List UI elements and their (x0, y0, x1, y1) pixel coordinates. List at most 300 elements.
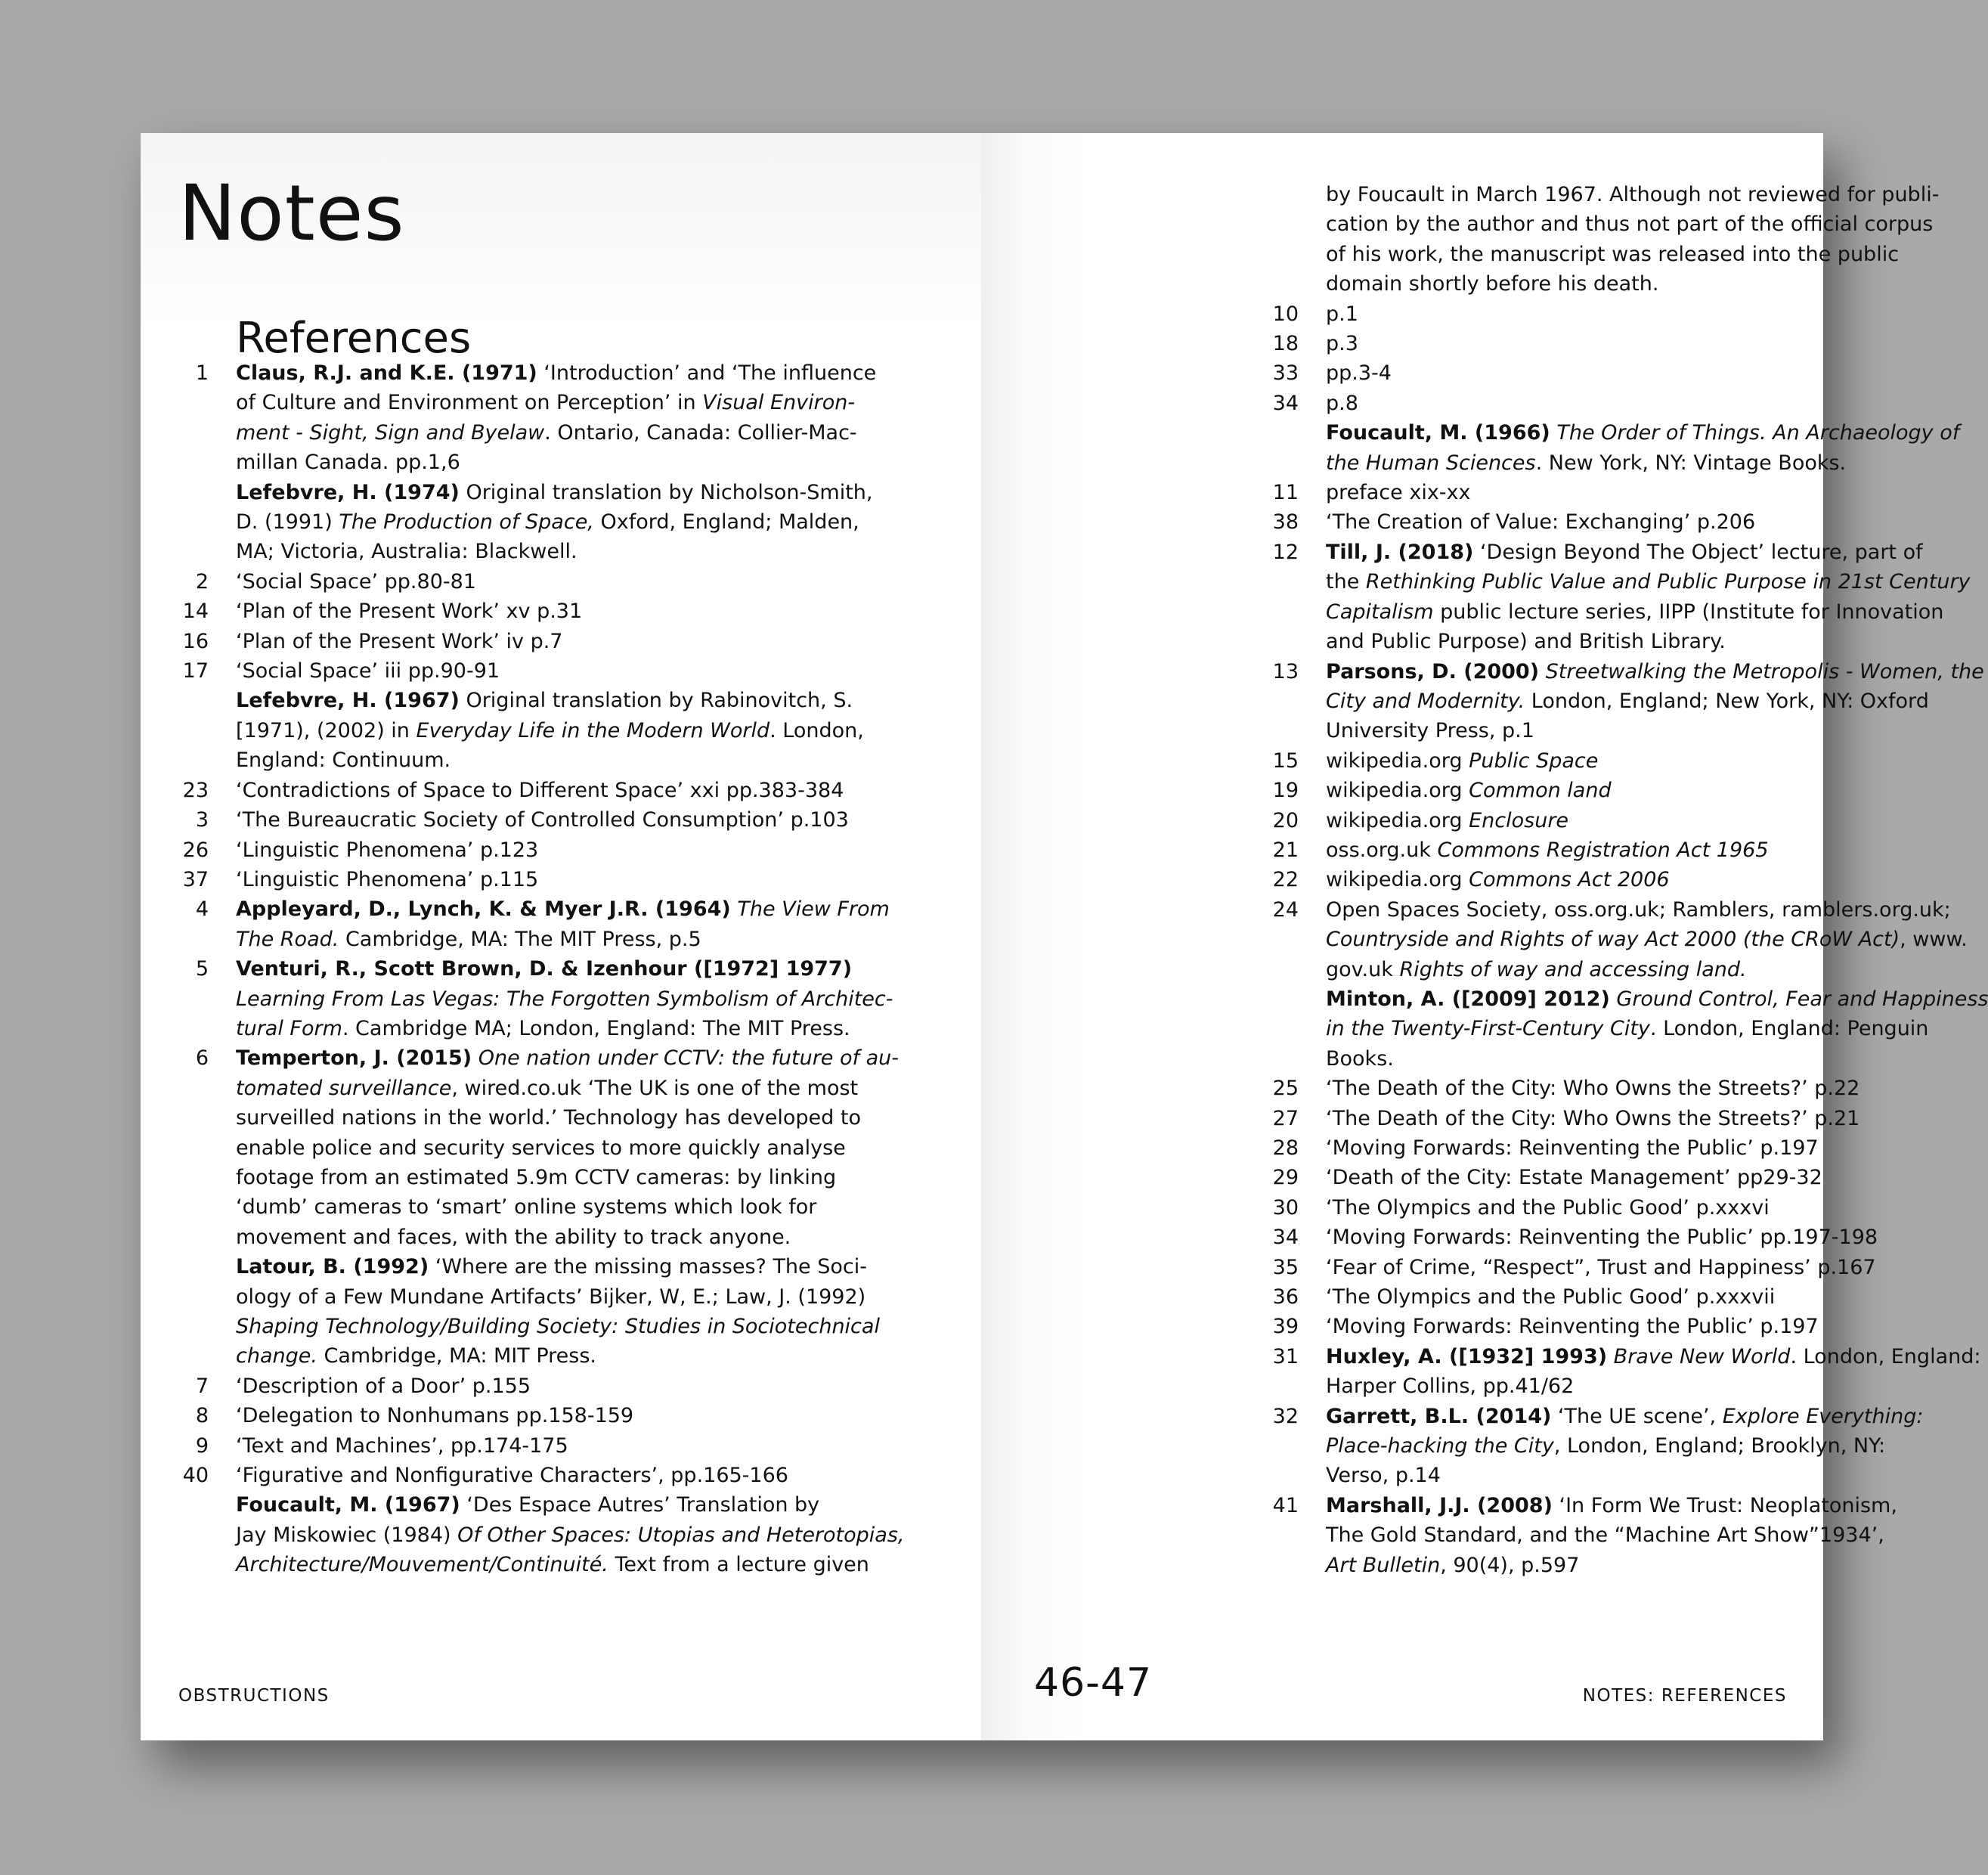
note-number: 27 (1272, 1106, 1299, 1130)
note-entry (981, 538, 1971, 657)
text-run: ‘Where are the missing masses? The Soci- (429, 1255, 867, 1279)
note-text (1326, 1223, 1931, 1252)
note-text (1326, 1193, 1931, 1223)
note-line (236, 1282, 866, 1312)
note-line (1326, 1193, 1931, 1223)
note-line (1326, 240, 1931, 269)
note-entry (141, 894, 972, 954)
note-line (1326, 1551, 1931, 1580)
note-line (236, 567, 841, 597)
note-text (1326, 180, 1940, 299)
text-run: , www. (1900, 928, 1968, 952)
note-line (1326, 657, 1984, 686)
text-run: . London, England: (1790, 1344, 1981, 1368)
note-line (236, 418, 857, 448)
note-text (236, 835, 841, 865)
text-run: enable police and security services to more quickly analyse (236, 1136, 846, 1160)
note-text (1326, 1074, 1931, 1103)
note-number: 36 (1272, 1285, 1299, 1309)
note-number: 32 (1272, 1404, 1299, 1428)
note-line (236, 716, 864, 745)
note-number: 31 (1272, 1344, 1299, 1368)
note-line (236, 1401, 841, 1430)
note-line (1326, 269, 1931, 299)
text-run: Huxley, A. ([1932] 1993) (1326, 1344, 1608, 1368)
text-run: England: Continuum. (236, 748, 451, 773)
text-run: of his work, the manuscript was released into the public (1326, 242, 1900, 266)
note-entry (141, 597, 972, 626)
note-line (1326, 1044, 1931, 1074)
note-entry (141, 776, 972, 805)
note-text (236, 597, 841, 626)
text-run: Place-hacking the City (1326, 1434, 1554, 1458)
note-number (141, 686, 236, 775)
note-line (1326, 329, 1931, 358)
note-number: 5 (195, 957, 209, 981)
text-run: ‘Plan of the Present Work’ xv p.31 (236, 600, 583, 624)
text-run: Cambridge, MA: The MIT Press, p.5 (339, 927, 701, 951)
text-run: millan Canada. pp.1,6 (236, 451, 460, 475)
note-entry (141, 1252, 972, 1371)
text-run: p.3 (1326, 332, 1358, 356)
note-line (236, 537, 841, 566)
text-run: in the Twenty-First-Century City (1326, 1017, 1650, 1041)
text-run: ‘Fear of Crime, “Respect”, Trust and Happiness’ p.167 (1326, 1255, 1876, 1279)
note-text (1326, 1312, 1931, 1341)
note-text (1326, 389, 1931, 418)
note-line (236, 1252, 867, 1282)
text-run: pp.3-4 (1326, 361, 1392, 386)
note-number: 34 (1272, 1226, 1299, 1250)
text-run: Marshall, J.J. (2008) (1326, 1493, 1553, 1517)
book-spread (141, 133, 1988, 1740)
note-number: 29 (1272, 1166, 1299, 1190)
note-entry (981, 1342, 1981, 1402)
note-entry (141, 865, 972, 894)
note-text (1326, 1133, 1931, 1163)
note-text (1326, 1402, 1931, 1491)
note-line (1326, 955, 1931, 984)
text-run: Capitalism (1326, 600, 1434, 624)
note-line (236, 1014, 850, 1043)
note-text (236, 865, 841, 894)
left-notes-list (141, 358, 972, 1580)
note-number: 17 (182, 659, 209, 683)
text-run: Temperton, J. (2015) (236, 1046, 472, 1071)
note-line (1326, 895, 1951, 925)
note-number: 19 (1272, 779, 1299, 803)
text-run: ‘The Bureaucratic Society of Controlled Consumption’ p.103 (236, 808, 849, 832)
text-run: Original translation by Nicholson-Smith, (459, 480, 873, 504)
note-number: 18 (1272, 332, 1299, 356)
text-run: cation by the author and thus not part of the official corpus (1326, 212, 1934, 237)
note-line (1326, 984, 1988, 1014)
text-run: Lefebvre, H. (1974) (236, 480, 460, 504)
note-entry (141, 1461, 972, 1490)
note-line (1326, 389, 1931, 418)
text-run (1607, 1345, 1614, 1368)
note-number: 23 (182, 778, 209, 802)
right-notes-list (981, 180, 1988, 1580)
note-number: 26 (182, 838, 209, 862)
text-run: ‘The UE scene’, (1551, 1404, 1723, 1428)
text-run: Rights of way and accessing land. (1399, 957, 1747, 981)
note-line (236, 1490, 841, 1520)
text-run: ‘dumb’ cameras to ‘smart’ online systems which look for (236, 1195, 817, 1220)
note-line (1326, 746, 1931, 776)
note-number: 35 (1272, 1255, 1299, 1279)
text-run: ‘Social Space’ pp.80-81 (236, 569, 476, 593)
text-run: . London, England: Penguin (1649, 1017, 1929, 1041)
note-line (1326, 806, 1931, 835)
note-line (236, 478, 873, 507)
text-run: ‘Contradictions of Space to Different Space’ xxi pp.383-384 (236, 778, 844, 802)
text-run: ‘Des Espace Autres’ Translation by (460, 1493, 820, 1517)
text-run: Countryside and Rights of way Act 2000 (the CRoW Act) (1326, 928, 1900, 952)
text-run: ‘The Death of the City: Who Owns the Streets?’ p.21 (1326, 1106, 1860, 1130)
note-entry (981, 507, 1813, 537)
text-run: Appleyard, D., Lynch, K. & Myer J.R. (1964) (236, 897, 731, 922)
text-run: wikipedia.org (1326, 808, 1469, 832)
note-text (236, 567, 841, 597)
text-run: of Culture and Environment on Perception’ in (236, 391, 703, 415)
text-run: , London, England; Brooklyn, NY: (1553, 1434, 1886, 1458)
text-run: surveilled nations in the world.’ Technology has developed to (236, 1106, 861, 1130)
note-line (236, 1133, 846, 1163)
text-run: University Press, p.1 (1326, 719, 1534, 743)
note-entry (981, 1223, 1878, 1252)
text-run: The Gold Standard, and the “Machine Art Show”1934’, (1326, 1523, 1884, 1548)
note-line (1326, 1253, 1931, 1282)
note-entry (141, 358, 972, 478)
note-number (141, 1490, 236, 1579)
note-line (1326, 716, 1931, 745)
note-number (981, 984, 1326, 1074)
note-line (236, 597, 841, 626)
note-entry (141, 686, 972, 775)
text-run: Parsons, D. (2000) (1326, 659, 1540, 683)
note-line (1326, 1342, 1981, 1371)
text-run: ‘Introduction’ and ‘The influence (537, 361, 877, 385)
note-entry (141, 1371, 972, 1401)
note-entry (141, 835, 972, 865)
note-entry (141, 567, 972, 597)
note-line (236, 1312, 880, 1341)
note-text (1326, 806, 1931, 835)
note-text (236, 1461, 841, 1490)
note-text (236, 656, 841, 686)
note-entry (981, 895, 1968, 984)
note-line (1326, 1312, 1931, 1341)
note-text (236, 1490, 905, 1579)
note-line (236, 1043, 900, 1073)
text-run: movement and faces, with the ability to track anyone. (236, 1225, 791, 1249)
note-line (1326, 627, 1931, 656)
text-run (1539, 660, 1546, 683)
note-line (1326, 358, 1931, 388)
note-number: 33 (1272, 361, 1299, 386)
note-line (236, 656, 841, 686)
text-run: Explore Everything: (1722, 1404, 1924, 1428)
text-run: Commons Act 2006 (1469, 868, 1670, 892)
note-line (236, 1341, 841, 1371)
note-line (1326, 299, 1931, 329)
note-number: 7 (195, 1374, 209, 1398)
note-entry (981, 865, 1813, 894)
note-line (236, 805, 849, 835)
note-line (236, 984, 893, 1014)
text-run: ‘Death of the City: Estate Management’ pp29-32 (1326, 1166, 1822, 1190)
text-run: Till, J. (2018) (1326, 540, 1474, 564)
text-run: Claus, R.J. and K.E. (1971) (236, 361, 537, 385)
note-entry (981, 358, 1813, 388)
note-entry (981, 389, 1813, 418)
text-run: The View From (737, 897, 890, 922)
left-page (141, 133, 981, 1740)
note-text (1326, 984, 1988, 1074)
text-run: ‘Design Beyond The Object’ lecture, part of (1473, 540, 1923, 564)
text-run: ‘Text and Machines’, pp.174-175 (236, 1433, 568, 1458)
text-run: Foucault, M. (1967) (236, 1493, 460, 1517)
note-text (236, 776, 844, 805)
text-run: Public Space (1469, 748, 1599, 773)
note-entry (981, 1253, 1876, 1282)
note-text (236, 686, 864, 775)
note-text (236, 805, 849, 835)
note-text (236, 1401, 841, 1430)
note-line (1326, 209, 1934, 239)
note-entry (981, 776, 1813, 805)
text-run: public lecture series, IIPP (Institute for Innovation (1433, 600, 1944, 624)
text-run: oss.org.uk (1326, 838, 1438, 862)
note-text (236, 1043, 900, 1252)
note-number: 13 (1272, 659, 1299, 683)
note-text (236, 1371, 841, 1401)
text-run: Foucault, M. (1966) (1326, 421, 1550, 445)
note-text (1326, 1253, 1931, 1282)
text-run: City and Modernity. (1326, 689, 1525, 713)
note-line (1326, 1133, 1931, 1163)
text-run: . Ontario, Canada: Collier-Mac- (544, 420, 857, 445)
text-run: ‘Moving Forwards: Reinventing the Public’ pp.197-198 (1326, 1226, 1878, 1250)
text-run: wikipedia.org (1326, 868, 1469, 892)
text-run: , wired.co.uk ‘The UK is one of the most (451, 1076, 859, 1100)
note-line (1326, 1520, 1931, 1550)
note-number: 40 (182, 1464, 209, 1488)
page-numbers: 46-47 (1034, 1660, 1153, 1706)
note-line (236, 388, 856, 417)
note-entry (981, 1163, 1822, 1192)
text-run: gov.uk (1326, 957, 1400, 981)
text-run: ‘Description of a Door’ p.155 (236, 1374, 531, 1398)
note-text (1326, 1491, 1931, 1580)
text-run: p.8 (1326, 391, 1358, 415)
note-entry (981, 984, 1988, 1074)
note-text (1326, 329, 1931, 358)
note-text (1326, 1282, 1931, 1312)
text-run: ment - Sight, Sign and Byelaw (236, 420, 545, 445)
note-line (236, 835, 841, 865)
text-run: Enclosure (1469, 808, 1569, 832)
text-run: ‘Plan of the Present Work’ iv p.7 (236, 629, 563, 653)
note-number: 30 (1272, 1195, 1299, 1220)
text-run: , 90(4), p.597 (1440, 1553, 1580, 1577)
note-text (1326, 1342, 1981, 1402)
text-run: Venturi, R., Scott Brown, D. & Izenhour ([1972] 1977) (236, 957, 853, 981)
note-entry (981, 1133, 1819, 1163)
note-number: 11 (1272, 481, 1299, 505)
text-run: Harper Collins, pp.41/62 (1326, 1374, 1575, 1399)
note-line (1326, 835, 1931, 865)
text-run: Text from a lecture given (608, 1553, 869, 1577)
note-line (236, 894, 890, 924)
text-run: Books. (1326, 1046, 1394, 1071)
text-run: footage from an estimated 5.9m CCTV cameras: by linking (236, 1165, 837, 1189)
note-entry (981, 478, 1813, 507)
note-line (236, 1461, 841, 1490)
note-number: 2 (195, 569, 209, 593)
note-entry (141, 1043, 972, 1252)
note-line (1326, 1223, 1931, 1252)
text-run: wikipedia.org (1326, 748, 1469, 773)
note-line (236, 745, 841, 775)
note-line (236, 925, 841, 954)
note-number: 16 (182, 629, 209, 653)
note-line (1326, 448, 1931, 478)
note-text (1326, 1163, 1931, 1192)
text-run: by Foucault in March 1967. Although not reviewed for publi- (1326, 183, 1940, 206)
note-number (141, 1252, 236, 1371)
note-line (236, 1103, 861, 1133)
note-line (1326, 567, 1971, 597)
text-run: the (1326, 570, 1366, 594)
note-line (236, 358, 877, 388)
note-text (236, 954, 893, 1043)
note-entry (981, 418, 1960, 478)
note-number: 22 (1272, 868, 1299, 892)
text-run: [1971), (2002) in (236, 718, 416, 742)
note-line (1326, 1461, 1931, 1490)
text-run: The Road. (236, 927, 339, 951)
text-run: MA; Victoria, Australia: Blackwell. (236, 540, 578, 564)
text-run: ‘Delegation to Nonhumans pp.158-159 (236, 1404, 634, 1428)
note-line (1326, 1431, 1931, 1461)
text-run: ‘Social Space’ iii pp.90-91 (236, 659, 500, 683)
text-run: ‘The Creation of Value: Exchanging’ p.206 (1326, 510, 1756, 535)
note-entry (981, 806, 1813, 835)
note-entry (141, 805, 972, 835)
section-heading: References (236, 314, 472, 363)
note-entry (981, 329, 1813, 358)
note-entry (981, 1282, 1813, 1312)
note-line (1326, 686, 1931, 716)
text-run: The Production of Space, (339, 510, 594, 535)
text-run: the Human Sciences (1326, 451, 1536, 475)
note-number: 21 (1272, 838, 1299, 862)
text-run: Original translation by Rabinovitch, S. (459, 689, 853, 713)
note-number: 4 (195, 897, 209, 922)
note-number: 37 (182, 867, 209, 891)
text-run: . London, (769, 718, 864, 742)
text-run: Common land (1469, 779, 1612, 803)
note-line (1326, 1074, 1931, 1103)
note-text (236, 1431, 841, 1461)
text-run: D. (1991) (236, 510, 339, 535)
text-run: ‘Linguistic Phenomena’ p.123 (236, 838, 539, 862)
note-line (236, 1192, 841, 1222)
note-line (1326, 180, 1940, 209)
text-run: ‘The Olympics and the Public Good’ p.xxxvii (1326, 1285, 1776, 1309)
note-line (1326, 865, 1931, 894)
note-entry (981, 1193, 1813, 1223)
note-text (1326, 538, 1971, 657)
text-run: domain shortly before his death. (1326, 272, 1659, 296)
text-run: Art Bulletin (1326, 1553, 1441, 1577)
text-run: Jay Miskowiec (1984) (236, 1523, 458, 1547)
note-line (1326, 418, 1960, 448)
note-entry (141, 478, 972, 567)
note-line (236, 1074, 859, 1103)
note-number: 3 (195, 808, 209, 832)
note-entry (981, 746, 1813, 776)
note-line (1326, 1163, 1931, 1192)
note-entry (981, 1104, 1860, 1133)
note-text (1326, 299, 1931, 329)
note-line (1326, 478, 1931, 507)
note-number (141, 478, 236, 567)
note-text (1326, 418, 1960, 478)
note-entry (981, 1402, 1924, 1491)
note-line (236, 1163, 841, 1192)
text-run: Architecture/Mouvement/Continuité. (236, 1553, 608, 1577)
note-number: 28 (1272, 1136, 1299, 1160)
text-run: Open Spaces Society, oss.org.uk; Ramblers, ramblers.org.uk; (1326, 897, 1951, 922)
note-text (1326, 746, 1931, 776)
note-line (1326, 1491, 1931, 1520)
note-text (236, 627, 841, 656)
text-run: London, England; New York, NY: Oxford (1525, 689, 1929, 713)
note-text (236, 478, 873, 567)
note-entry (981, 1312, 1819, 1341)
text-run: ‘In Form We Trust: Neoplatonism, (1552, 1493, 1897, 1517)
note-number: 6 (195, 1046, 209, 1071)
note-number: 14 (182, 600, 209, 624)
note-line (236, 448, 841, 477)
note-text (236, 358, 877, 478)
note-entry (141, 627, 972, 656)
note-line (236, 1520, 905, 1550)
note-line (1326, 1371, 1931, 1401)
note-line (1326, 1402, 1931, 1431)
note-line (236, 507, 859, 537)
note-text (1326, 358, 1931, 388)
text-run: Brave New World (1613, 1344, 1791, 1368)
note-entry (981, 1074, 1860, 1103)
text-run: ology of a Few Mundane Artifacts’ Bijker, W, E.; Law, J. (1992) (236, 1285, 866, 1309)
note-number: 15 (1272, 748, 1299, 773)
text-run: Verso, p.14 (1326, 1464, 1441, 1488)
text-run: ‘The Olympics and the Public Good’ p.xxxvi (1326, 1195, 1770, 1220)
text-run (472, 1046, 478, 1070)
note-number (981, 180, 1326, 299)
note-entry (981, 657, 1984, 746)
text-run: Cambridge, MA: MIT Press. (317, 1344, 596, 1368)
text-run: Latour, B. (1992) (236, 1255, 429, 1279)
note-number: 25 (1272, 1077, 1299, 1101)
text-run: Lefebvre, H. (1967) (236, 689, 460, 713)
text-run: Visual Environ- (702, 391, 856, 415)
note-line (236, 1431, 841, 1461)
